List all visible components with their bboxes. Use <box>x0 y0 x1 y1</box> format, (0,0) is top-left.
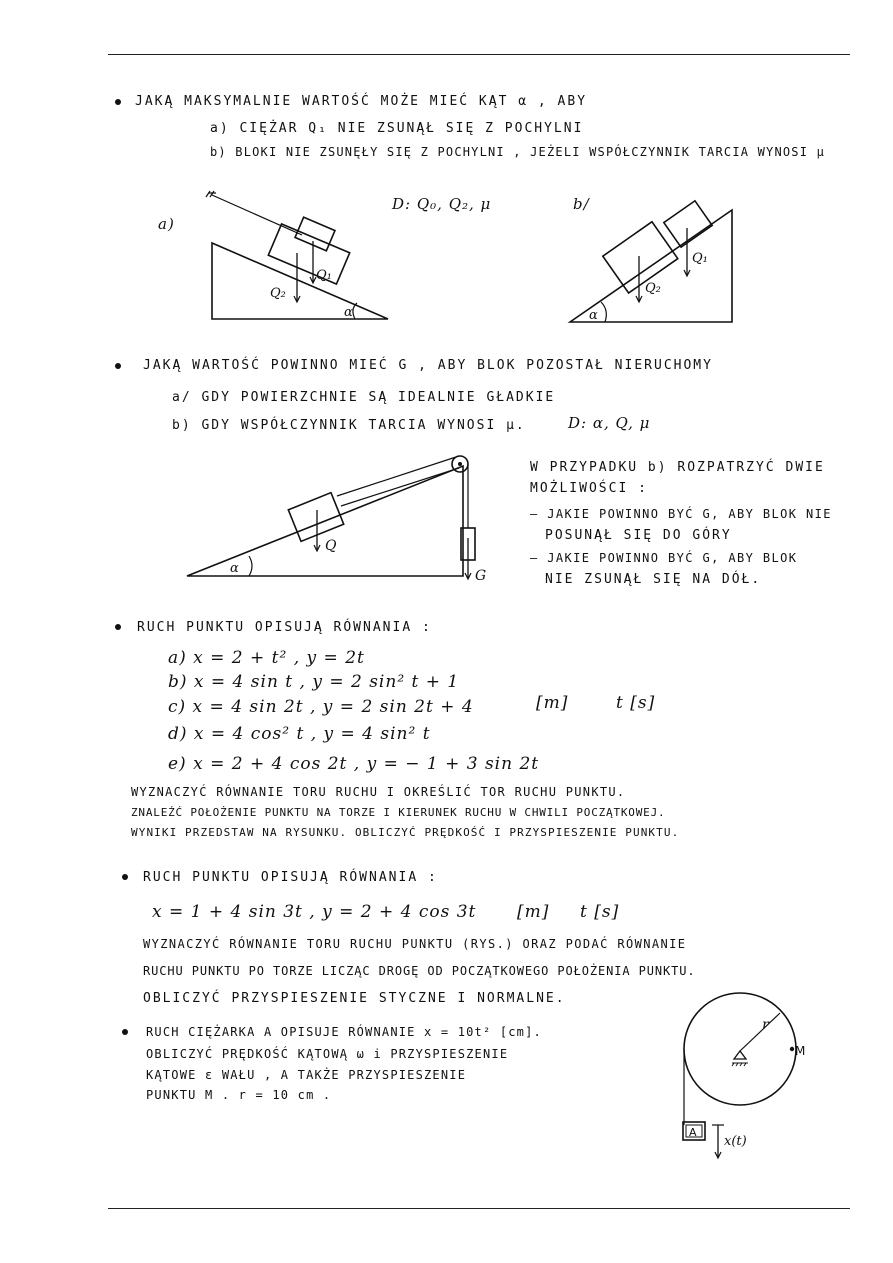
problem4-units-s: t [s] <box>580 902 620 922</box>
label-alpha-2: α <box>230 561 239 576</box>
rope-1a <box>212 195 302 235</box>
problem5-line4: PUNKTU M . r = 10 cm . <box>146 1088 332 1102</box>
equation-b: b) x = 4 sin t , y = 2 sin² t + 1 <box>168 672 460 692</box>
equation-d: d) x = 4 cos² t , y = 4 sin² t <box>168 724 431 744</box>
problem3-task-line3: WYNIKI PRZEDSTAW NA RYSUNKU. OBLICZYĆ PRĘDKOŚĆ I PRZYSPIESZENIE PUNKTU. <box>131 826 680 839</box>
incline-1b <box>570 210 732 322</box>
bullet-3 <box>115 624 121 630</box>
label-q: Q <box>325 538 337 554</box>
angle-arc-2 <box>249 556 252 576</box>
problem2-case2-line1: – JAKIE POWINNO BYĆ G, ABY BLOK <box>530 551 798 565</box>
problem1-option-b: b) BLOKI NIE ZSUNĘŁY SIĘ Z POCHYLNI , JEŻELI WSPÓŁCZYNNIK TARCIA WYNOSI μ <box>210 145 825 159</box>
incline-2 <box>187 466 463 576</box>
problem2-note-line1: W PRZYPADKU b) ROZPATRZYĆ DWIE <box>530 460 825 475</box>
problem5-line3: KĄTOWE ε WAŁU , A TAKŻE PRZYSPIESZENIE <box>146 1068 467 1082</box>
label-g: G <box>475 568 487 584</box>
label-q1-1b: Q₁ <box>692 251 708 266</box>
problem3-intro: RUCH PUNKTU OPISUJĄ RÓWNANIA : <box>137 620 432 635</box>
problem3-units-m: [m] <box>536 693 569 713</box>
block-q2 <box>268 224 349 284</box>
problem4-units-m: [m] <box>517 902 550 922</box>
problem5-line2: OBLICZYĆ PRĘDKOŚĆ KĄTOWĄ ω i PRZYSPIESZENIE <box>146 1047 509 1061</box>
figure-2 <box>185 450 485 590</box>
problem3-task-line2: ZNALEŹĆ POŁOŻENIE PUNKTU NA TORZE I KIERUNEK RUCHU W CHWILI POCZĄTKOWEJ. <box>131 806 666 819</box>
problem4-task-line3: OBLICZYĆ PRZYSPIESZENIE STYCZNE I NORMALNE. <box>143 991 566 1006</box>
problem1-given: D: Q₀, Q₂, μ <box>392 195 492 213</box>
equation-a: a) x = 2 + t² , y = 2t <box>168 648 365 668</box>
figure-1b <box>565 200 745 330</box>
problem5-line1: RUCH CIĘŻARKA A OPISUJE RÓWNANIE x = 10t² [cm]. <box>146 1025 542 1039</box>
problem4-intro: RUCH PUNKTU OPISUJĄ RÓWNANIA : <box>143 870 438 885</box>
bottom-rule <box>108 1208 850 1209</box>
point-m <box>790 1047 794 1051</box>
problem1-option-a: a) CIĘŻAR Q₁ NIE ZSUNĄŁ SIĘ Z POCHYLNI <box>210 121 584 136</box>
problem2-case1-line1: – JAKIE POWINNO BYĆ G, ABY BLOK NIE <box>530 507 832 521</box>
label-q2: Q₂ <box>270 286 286 301</box>
equation-e: e) x = 2 + 4 cos 2t , y = − 1 + 3 sin 2t <box>168 754 540 774</box>
label-alpha-1a: α <box>344 305 353 320</box>
problem2-option-b: b) GDY WSPÓŁCZYNNIK TARCIA WYNOSI μ. <box>172 418 526 433</box>
label-m: M <box>795 1044 806 1058</box>
block-big-1b <box>603 222 678 293</box>
problem3-task-line1: WYZNACZYĆ RÓWNANIE TORU RUCHU I OKREŚLIĆ TOR RUCHU PUNKTU. <box>131 785 626 799</box>
axle-support-icon <box>734 1051 746 1059</box>
bullet-1 <box>115 99 121 105</box>
problem2-case1-line2: POSUNĄŁ SIĘ DO GÓRY <box>545 528 732 543</box>
fig-a-label: a) <box>158 215 175 233</box>
bullet-5 <box>122 1029 128 1035</box>
top-rule <box>108 54 850 55</box>
angle-arc-1b <box>601 302 606 322</box>
bullet-4 <box>122 874 128 880</box>
label-q2-1b: Q₂ <box>645 281 661 296</box>
label-xt: x(t) <box>724 1134 747 1149</box>
problem3-units-s: t [s] <box>616 693 656 713</box>
equation-c: c) x = 4 sin 2t , y = 2 sin 2t + 4 <box>168 697 474 717</box>
label-alpha-1b: α <box>589 308 598 323</box>
rope-2 <box>337 456 459 496</box>
problem4-equation: x = 1 + 4 sin 3t , y = 2 + 4 cos 3t <box>152 902 477 922</box>
problem2-given: D: α, Q, μ <box>568 414 651 432</box>
radius-line <box>740 1013 780 1051</box>
problem2-note-line2: MOŻLIWOŚCI : <box>530 481 648 496</box>
label-a: A <box>689 1126 697 1139</box>
rope-2b <box>341 468 459 506</box>
problem4-task-line2: RUCHU PUNKTU PO TORZE LICZĄC DROGĘ OD POCZĄTKOWEGO POŁOŻENIA PUNKTU. <box>143 964 696 978</box>
fig-b-label: b/ <box>573 195 590 213</box>
figure-1a <box>200 185 400 325</box>
problem1-question: JAKĄ MAKSYMALNIE WARTOŚĆ MOŻE MIEĆ KĄT α , ABY <box>135 94 588 109</box>
incline-1a <box>212 243 388 319</box>
label-q1: Q₁ <box>316 268 332 283</box>
problem2-option-a: a/ GDY POWIERZCHNIE SĄ IDEALNIE GŁADKIE <box>172 390 556 405</box>
label-r: r <box>762 1017 769 1033</box>
problem4-task-line1: WYZNACZYĆ RÓWNANIE TORU RUCHU PUNKTU (RYS.) ORAZ PODAĆ RÓWNANIE <box>143 937 687 951</box>
problem2-case2-line2: NIE ZSUNĄŁ SIĘ NA DÓŁ. <box>545 572 762 587</box>
problem2-question: JAKĄ WARTOŚĆ POWINNO MIEĆ G , ABY BLOK POZOSTAŁ NIERUCHOMY <box>143 358 713 373</box>
figure-5 <box>680 985 810 1165</box>
bullet-2 <box>115 363 121 369</box>
drum-circle <box>684 993 796 1105</box>
